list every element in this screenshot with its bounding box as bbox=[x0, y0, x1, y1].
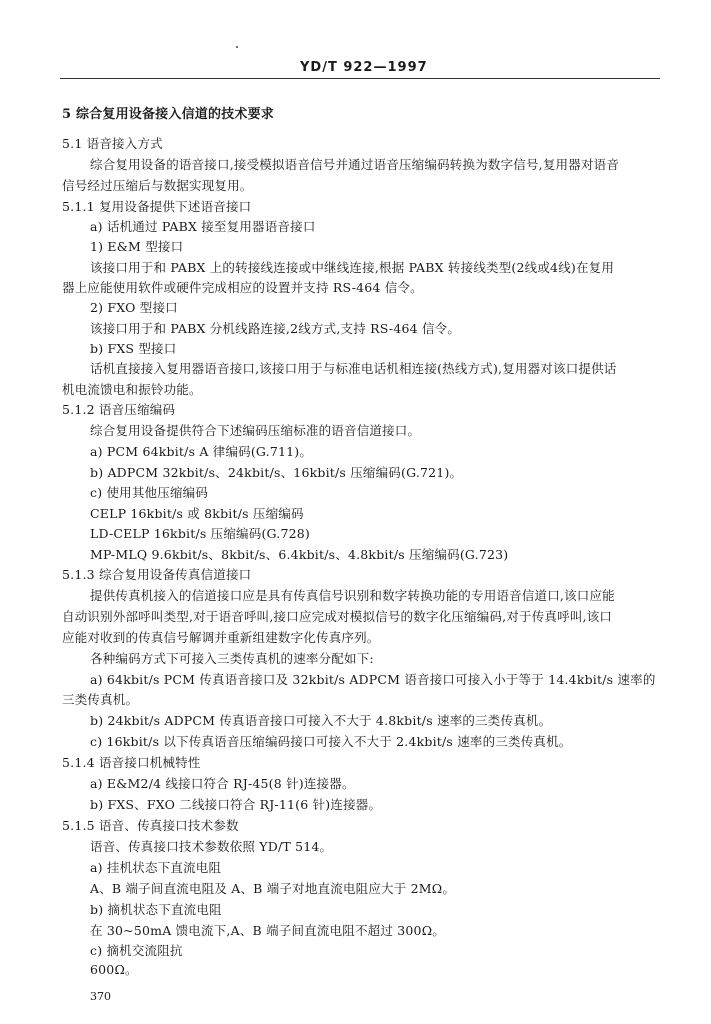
paragraph-line: A、B 端子间直流电阻及 A、B 端子对地直流电阻应大于 2MΩ。 bbox=[90, 881, 456, 896]
paragraph-line: 信号经过压缩后与数据实现复用。 bbox=[62, 178, 253, 193]
clause-heading: 5.1.2 语音压缩编码 bbox=[62, 402, 176, 417]
list-item: c) 使用其他压缩编码 bbox=[90, 485, 209, 500]
list-item: a) PCM 64kbit/s A 律编码(G.711)。 bbox=[90, 444, 313, 459]
paragraph-line: 提供传真机接入的信道接口应是具有传真信号识别和数字转换功能的专用语音信道口,该口应能 bbox=[90, 588, 615, 603]
list-item: b) FXS 型接口 bbox=[90, 341, 177, 356]
list-item: b) 24kbit/s ADPCM 传真语音接口可接入不大于 4.8kbit/s 速率的三类传真机。 bbox=[90, 713, 552, 728]
section-heading: 5 综合复用设备接入信道的技术要求 bbox=[62, 107, 274, 122]
list-item: a) 挂机状态下直流电阻 bbox=[90, 860, 222, 875]
scan-speck bbox=[236, 46, 238, 48]
list-item: c) 16kbit/s 以下传真语音压缩编码接口可接入不大于 2.4kbit/s 速率的三类传真机。 bbox=[90, 734, 572, 749]
paragraph-line: 话机直接接入复用器语音接口,该接口用于与标准电话机相连接(热线方式),复用器对该口提供话 bbox=[90, 361, 617, 376]
paragraph-line: 自动识别外部呼叫类型,对于语音呼叫,接口应完成对模拟信号的数字化压缩编码,对于传真呼叫,该口 bbox=[62, 609, 613, 624]
clause-heading: 5.1.5 语音、传真接口技术参数 bbox=[62, 818, 239, 833]
paragraph-line: 语音、传真接口技术参数依照 YD/T 514。 bbox=[90, 839, 333, 854]
list-item: b) 摘机状态下直流电阻 bbox=[90, 902, 222, 917]
standard-number: YD/T 922—1997 bbox=[300, 60, 428, 75]
paragraph-line: 综合复用设备提供符合下述编码压缩标准的语音信道接口。 bbox=[90, 423, 421, 438]
paragraph-line: 机电流馈电和振铃功能。 bbox=[62, 382, 202, 397]
list-item: b) ADPCM 32kbit/s、24kbit/s、16kbit/s 压缩编码(G.721)。 bbox=[90, 465, 463, 480]
list-item: 1) E&M 型接口 bbox=[90, 239, 184, 254]
list-item: MP-MLQ 9.6kbit/s、8kbit/s、6.4kbit/s、4.8kbit/s 压缩编码(G.723) bbox=[90, 547, 509, 562]
clause-heading: 5.1.1 复用设备提供下述语音接口 bbox=[62, 199, 252, 214]
list-item: a) 64kbit/s PCM 传真语音接口及 32kbit/s ADPCM 语音接口可接入小于等于 14.4kbit/s 速率的 bbox=[90, 672, 656, 687]
list-item: c) 摘机交流阻抗 bbox=[90, 943, 183, 958]
paragraph-line: 综合复用设备的语音接口,接受模拟语音信号并通过语音压缩编码转换为数字信号,复用器对语音 bbox=[90, 157, 620, 172]
page-number: 370 bbox=[90, 990, 111, 1003]
subsection-heading: 5.1 语音接入方式 bbox=[62, 136, 163, 151]
list-item: a) E&M2/4 线接口符合 RJ-45(8 针)连接器。 bbox=[90, 776, 355, 791]
paragraph-line: 该接口用于和 PABX 上的转接线连接或中继线连接,根据 PABX 转接线类型(2线或4线)在复用 bbox=[90, 260, 615, 275]
paragraph-line: 三类传真机。 bbox=[62, 692, 139, 707]
list-item: CELP 16kbit/s 或 8kbit/s 压缩编码 bbox=[90, 506, 304, 521]
list-item: b) FXS、FXO 二线接口符合 RJ-11(6 针)连接器。 bbox=[90, 797, 382, 812]
paragraph-line: 该接口用于和 PABX 分机线路连接,2线方式,支持 RS-464 信令。 bbox=[90, 321, 461, 336]
header-rule bbox=[60, 78, 660, 79]
paragraph-line: 应能对收到的传真信号解调并重新组建数字化传真序列。 bbox=[62, 630, 380, 645]
list-item: a) 话机通过 PABX 接至复用器语音接口 bbox=[90, 219, 316, 234]
paragraph-line: 在 30~50mA 馈电流下,A、B 端子间直流电阻不超过 300Ω。 bbox=[90, 923, 445, 938]
paragraph-line: 各种编码方式下可接入三类传真机的速率分配如下: bbox=[90, 651, 374, 666]
clause-heading: 5.1.3 综合复用设备传真信道接口 bbox=[62, 567, 252, 582]
list-item: 2) FXO 型接口 bbox=[90, 300, 178, 315]
paragraph-line: 600Ω。 bbox=[90, 962, 138, 977]
list-item: LD-CELP 16kbit/s 压缩编码(G.728) bbox=[90, 526, 310, 541]
clause-heading: 5.1.4 语音接口机械特性 bbox=[62, 755, 201, 770]
paragraph-line: 器上应能使用软件或硬件完成相应的设置并支持 RS-464 信令。 bbox=[62, 280, 423, 295]
